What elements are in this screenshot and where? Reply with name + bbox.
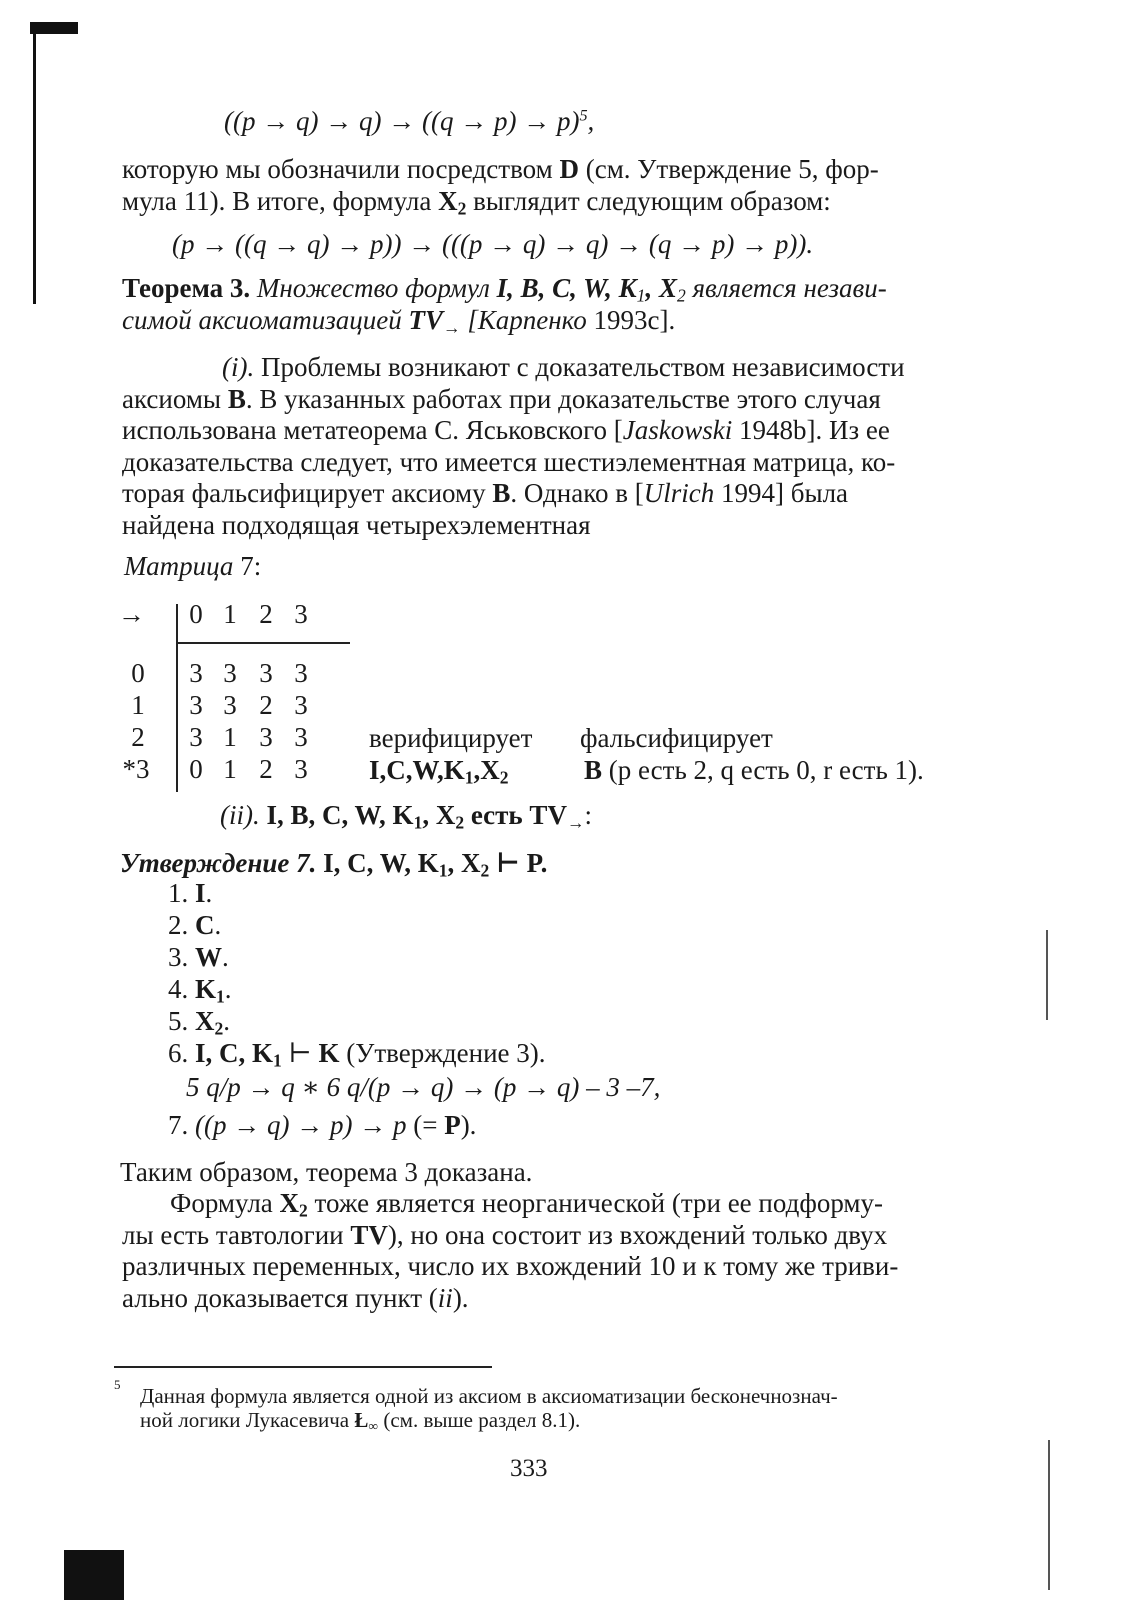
para2-line1: (i). Проблемы возникают с доказательством независимости xyxy=(222,352,905,382)
scan-edge-line-left xyxy=(33,34,36,304)
matrix-cell: 2 xyxy=(259,754,273,784)
matrix-cell: 3 xyxy=(294,754,308,784)
proof-step: 1. I. xyxy=(168,878,213,908)
verifies-value: $I,C,W,K_1,X_2$ xyxy=(369,755,509,788)
para3-line3: различных переменных, число их вхождений 10 и к тому же триви- xyxy=(122,1251,899,1281)
matrix-col-header: 1 xyxy=(223,599,237,629)
scan-corner-mark-top xyxy=(30,22,78,34)
para2-line5: торая фальсифицирует аксиому B. Однако в [Ulrich 1994] была xyxy=(122,478,849,508)
matrix-row-header: 1 xyxy=(131,690,145,720)
para3-line2: лы есть тавтологии TV), но она состоит из вхождений только двух xyxy=(122,1219,888,1250)
proof-step: 7. ((p → q) → p) → p (= P). xyxy=(168,1110,477,1140)
formula-top-end: , xyxy=(587,106,595,136)
matrix-cell: 0 xyxy=(189,754,203,784)
matrix-cell: 3 xyxy=(189,690,203,720)
matrix-cell: 1 xyxy=(223,722,237,752)
scan-edge-line-right xyxy=(1046,930,1048,1020)
para2-line3: использована метатеорема С. Яськовского [Jaskowski 1948b]. Из ее xyxy=(122,415,890,445)
theorem-3 xyxy=(122,273,974,336)
para1-line2: мула 11). В итоге, формула $X_2$ выглядит следующим образом: xyxy=(122,185,831,218)
matrix-cell: 3 xyxy=(223,658,237,688)
falsifies-value: B (p есть 2, q есть 0, r есть 1). xyxy=(584,755,924,785)
theorem-3-line2: симой аксиоматизацией $TV_\to$ [Карпенко 1993c]. xyxy=(122,304,676,337)
matrix-cell: 3 xyxy=(189,658,203,688)
paragraph-x2-remark xyxy=(122,1188,974,1314)
para1-line1: которую мы обозначили посредством D (см. Утверждение 5, фор- xyxy=(122,154,879,184)
proof-step: 4. $K_1$. xyxy=(168,974,232,1007)
matrix-row-header: 2 xyxy=(131,722,145,752)
proof-step: 2. C. xyxy=(168,910,222,940)
matrix-col-header: 0 xyxy=(189,599,203,629)
para2-line6: найдена подходящая четырехэлементная xyxy=(122,509,591,540)
proof-step: 3. W. xyxy=(168,942,229,972)
matrix-cell: 3 xyxy=(189,722,203,752)
matrix-cell: 3 xyxy=(294,722,308,752)
matrix-col-header: 3 xyxy=(294,599,308,629)
paragraph-intro xyxy=(122,154,974,217)
theorem-3-line1: Теорема 3. Множество формул I, B, C, W, $K_1$, $X_2$ является незави- xyxy=(122,273,887,306)
paragraph-independence xyxy=(122,352,974,541)
claim-7: Утверждение 7. I, C, W, $K_1$, $X_2$ ⊢ P. xyxy=(120,848,548,881)
para2-line2: аксиомы B. В указанных работах при доказательстве этого случая xyxy=(122,383,881,414)
line-ii: (ii). I, B, C, W, $K_1$, $X_2$ есть $TV_\to$: xyxy=(220,800,592,833)
matrix-cell: 3 xyxy=(259,722,273,752)
para3-line4: ально доказывается пункт (ii). xyxy=(122,1282,469,1313)
matrix-row-header: *3 xyxy=(122,754,150,784)
proof-step: 6. I, C, $K_1$ ⊢ K (Утверждение 3). xyxy=(168,1038,546,1071)
matrix-cell: 3 xyxy=(294,690,308,720)
proof-step: 5. $X_2$. xyxy=(168,1006,231,1039)
para2-line4: доказательства следует, что имеется шестиэлементная матрица, ко- xyxy=(122,446,896,477)
footnote-separator xyxy=(114,1366,492,1368)
matrix-col-header: 2 xyxy=(259,599,273,629)
matrix-cell: 3 xyxy=(223,690,237,720)
scan-corner-mark-bottom xyxy=(64,1550,124,1600)
matrix-cell: 2 xyxy=(259,690,273,720)
formula-x2: (p → ((q → q) → p)) → (((p → q) → q) → (q → p) → p)). xyxy=(172,229,814,259)
matrix-row-header: 0 xyxy=(131,658,145,688)
formula-top xyxy=(224,106,594,137)
footnote-line1: Данная формула является одной из аксиом в аксиоматизации бесконечнознач- xyxy=(140,1384,838,1408)
substitution-line: 5 q/p → q ∗ 6 q/(p → q) → (p → q) – 3 –7, xyxy=(186,1072,661,1102)
matrix-cell: 1 xyxy=(223,754,237,784)
footnote-ref-5: 5 xyxy=(579,106,588,125)
matrix-horizontal-rule xyxy=(176,642,350,644)
falsifies-label: фальсифицирует xyxy=(580,723,773,753)
matrix-operator: → xyxy=(118,599,145,629)
footnote-mark: 5 xyxy=(114,1377,121,1392)
conclusion-line: Таким образом, теорема 3 доказана. xyxy=(120,1157,533,1187)
scan-edge-line-right-2 xyxy=(1048,1440,1050,1590)
matrix-cell: 3 xyxy=(259,658,273,688)
matrix-cell: 3 xyxy=(294,658,308,688)
verifies-label: верифицирует xyxy=(369,723,533,753)
footnote-line2: ной логики Лукасевича $Ł_\infty$ (см. выше раздел 8.1). xyxy=(140,1408,581,1434)
formula-top-text: ((p → q) → q) → ((q → p) → p) xyxy=(224,106,580,136)
page-number: 333 xyxy=(510,1455,548,1482)
matrix-caption: Матрица 7: xyxy=(124,551,262,581)
para3-line1: Формула $X_2$ тоже является неорганической (три ее подформу- xyxy=(170,1188,883,1221)
